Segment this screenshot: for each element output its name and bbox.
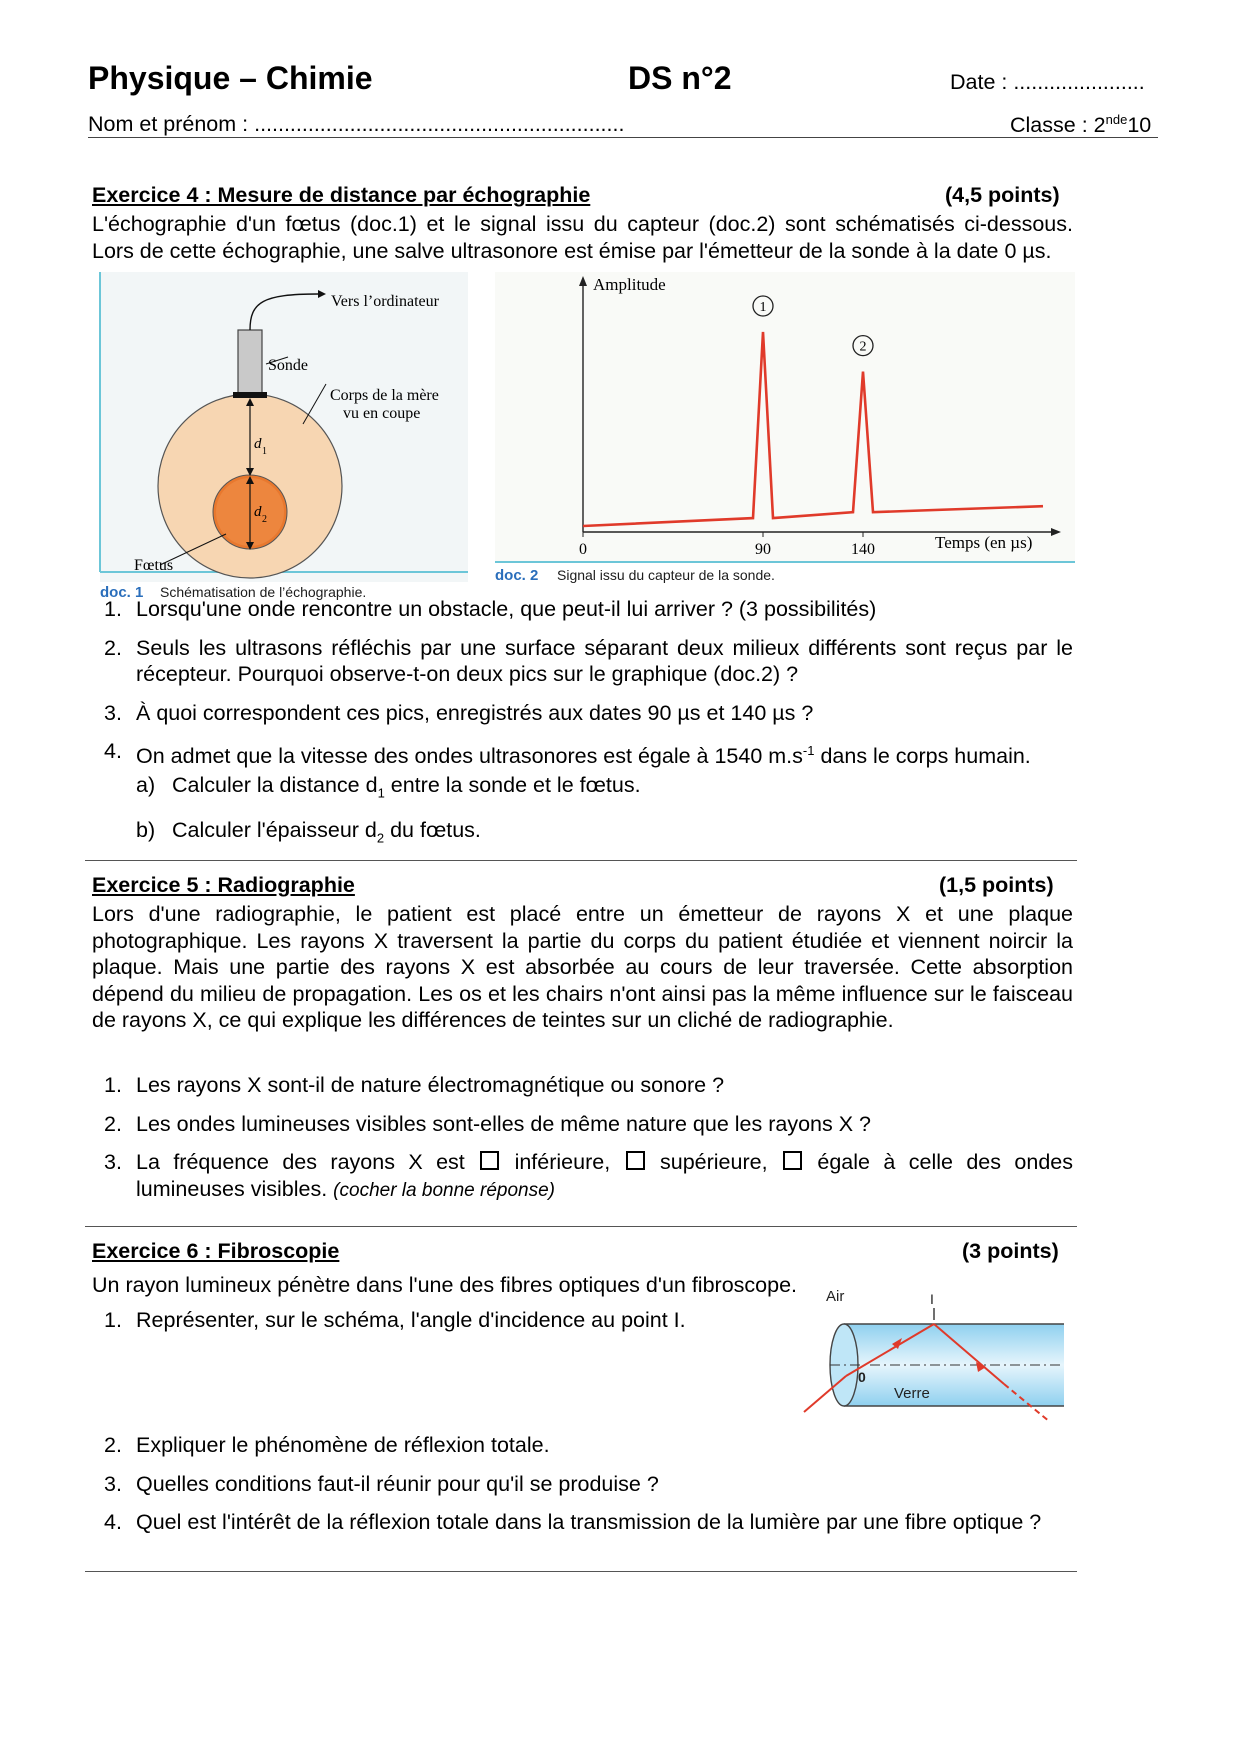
ex4-q2 (60, 635, 1073, 688)
fiber-figure (800, 1276, 1070, 1428)
d1-label: d (254, 436, 262, 452)
ex5-questions (60, 1072, 1073, 1216)
ex6-q2-num: 2. (104, 1433, 122, 1457)
ex4-q4b (136, 817, 1073, 852)
ex6-q3-num: 3. (104, 1471, 122, 1496)
doc2-caption: Signal issu du capteur de la sonde. (557, 567, 775, 583)
ds-title: DS n°2 (628, 60, 732, 96)
doc2-caption-label: doc. 2 (495, 567, 539, 584)
doc1-caption-label: doc. 1 (100, 584, 144, 601)
subject-title: Physique – Chimie (88, 60, 373, 96)
ex4-title: Exercice 4 : Mesure de distance par échographie (92, 183, 591, 207)
body-label-2: vu en coupe (343, 405, 421, 422)
ex4-q4 (60, 738, 1073, 852)
ex4-q1-num: 1. (104, 597, 122, 621)
ex5-q2 (60, 1111, 1073, 1138)
ex6-q1 (60, 1307, 1073, 1334)
class-label: Classe : 2 (1010, 113, 1106, 138)
ex4-q3-text: À quoi correspondent ces pics, enregistrés aux dates 90 µs et 140 µs ? (136, 700, 814, 725)
ex5-q3-t3: supérieure, (646, 1150, 781, 1174)
name-field: Nom et prénom : .............................................................. (88, 112, 625, 136)
ex5-q3 (60, 1149, 1073, 1204)
ex4-q4b-text: Calculer l'épaisseur d (172, 818, 377, 843)
doc1-caption: Schématisation de l’échographie. (160, 584, 367, 600)
y-axis-label: Amplitude (593, 275, 666, 294)
ex4-q4a (136, 772, 1073, 807)
ex5-q3-t4: égale à celle des ondes lumineuses visibles. (136, 1150, 1073, 1201)
air-label: Air (826, 1288, 845, 1305)
probe-tip (233, 392, 267, 398)
ex6-q4 (60, 1509, 1073, 1536)
x-axis-label: Temps (en µs) (935, 533, 1033, 552)
header-divider (88, 137, 1158, 138)
d2-label: d (254, 504, 262, 520)
body-label-1: Corps de la mère (330, 387, 439, 404)
ex5-q3-num: 3. (104, 1150, 122, 1174)
x-tick-label-90: 90 (755, 541, 771, 558)
ex4-q2-text: Seuls les ultrasons réfléchis par une surface séparant deux milieux différents sont reçus par le récepteur. Pourquoi observe-t-on deux pics sur le graphique (doc.2) ? (136, 635, 1073, 686)
ex6-questions-a (60, 1307, 1073, 1346)
ex4-q4-text-a: On admet que la vitesse des ondes ultrasonores est égale à 1540 m.s (136, 744, 803, 769)
peak-1-label: 1 (759, 300, 767, 315)
ex4-questions (60, 596, 1073, 852)
ex4-q4b-sub: 2 (376, 830, 385, 846)
ex6-q4-text: Quel est l'intérêt de la réflexion totale dans la transmission de la lumière par une fibre optique ? (136, 1510, 1042, 1534)
ex5-q3-t1: La fréquence des rayons X est (136, 1150, 479, 1174)
ex4-q4a-text: Calculer la distance d (172, 772, 378, 797)
class-sup: nde (1105, 112, 1128, 127)
glass-label: Verre (894, 1385, 930, 1402)
date-field: Date : ...................... (950, 70, 1145, 94)
ex5-q1-text: Les rayons X sont-il de nature électromagnétique ou sonore ? (136, 1073, 725, 1097)
ex4-q4b-num: b) (136, 818, 156, 843)
fetus-label: Fœtus (134, 557, 174, 574)
ex5-q2-text: Les ondes lumineuses visibles sont-elles de même nature que les rayons X ? (136, 1111, 871, 1136)
point-i-label: I (930, 1291, 934, 1307)
ex4-q4-sup: -1 (802, 743, 815, 758)
probe-body (238, 330, 262, 394)
doc1-figure (98, 272, 470, 604)
x-tick-label-0: 0 (579, 541, 587, 558)
ex4-points: (4,5 points) (945, 183, 1060, 207)
ex6-q1-text: Représenter, sur le schéma, l'angle d'incidence au point I. (136, 1308, 686, 1332)
probe-label: Sonde (268, 357, 308, 374)
ex4-q4-text-b: dans le corps humain. (814, 744, 1031, 769)
ex5-q1-num: 1. (104, 1073, 122, 1097)
ex6-title: Exercice 6 : Fibroscopie (92, 1239, 340, 1263)
peak-2-label: 2 (859, 339, 867, 355)
ex6-q2 (60, 1432, 1073, 1459)
ex5-q3-note: (cocher la bonne réponse) (333, 1179, 555, 1201)
ex4-q4a-sub: 1 (377, 784, 385, 800)
ex5-points: (1,5 points) (939, 873, 1054, 897)
checkbox-equal[interactable] (783, 1151, 802, 1170)
checkbox-lower[interactable] (480, 1151, 499, 1170)
ex4-q3 (60, 700, 1073, 727)
ex4-q4-num: 4. (104, 739, 122, 763)
ex5-intro: Lors d'une radiographie, le patient est placé entre un émetteur de rayons X et une plaque photographique. Les rayons X traversent la partie du corps du patient étudiée et viennent noircir la plaque. Mais une partie des rayons X est absorbée au cours de leur traversée. Cette absorption dépend du milieu de propagation. Les os et les chairs n'ont ainsi pas la même influence sur le faisceau de rayons X, ce qui explique les différences de teintes sur un cliché de radiographie. (92, 902, 1073, 1032)
to-computer-label: Vers l’ordinateur (331, 293, 439, 310)
ex4-q3-num: 3. (104, 700, 122, 725)
ex5-title: Exercice 5 : Radiographie (92, 873, 355, 897)
ex6-q1-num: 1. (104, 1308, 122, 1332)
ex4-q1-text: Lorsqu'une onde rencontre un obstacle, que peut-il lui arriver ? (3 possibilités) (136, 597, 877, 621)
ex6-intro: Un rayon lumineux pénètre dans l'une des fibres optiques d'un fibroscope. (92, 1273, 798, 1297)
d2-sub: 2 (262, 514, 267, 525)
ex6-points: (3 points) (962, 1239, 1059, 1263)
ex6-questions-b (60, 1432, 1073, 1548)
ex4-q1 (60, 596, 1073, 623)
ex6-divider (85, 1571, 1077, 1572)
ex6-q3-text: Quelles conditions faut-il réunir pour qu'il se produise ? (136, 1471, 659, 1496)
ex4-q4a-text-b: entre la sonde et le fœtus. (384, 772, 641, 797)
class-num: 10 (1127, 113, 1152, 138)
x-tick-label-140: 140 (851, 541, 875, 558)
ex4-divider (85, 860, 1077, 861)
point-o-label: 0 (858, 1369, 866, 1385)
ex6-q2-text: Expliquer le phénomène de réflexion totale. (136, 1433, 550, 1457)
ex4-q4a-num: a) (136, 772, 156, 797)
checkbox-higher[interactable] (626, 1151, 645, 1170)
ex6-q3 (60, 1471, 1073, 1498)
ex6-q4-num: 4. (104, 1510, 122, 1534)
ex5-divider (85, 1226, 1077, 1227)
ex5-q1 (60, 1072, 1073, 1099)
doc2-chart (495, 272, 1075, 588)
d1-sub: 1 (262, 446, 267, 457)
ex4-q4b-text-b: du fœtus. (384, 818, 481, 843)
ex5-q3-t2: inférieure, (501, 1150, 624, 1174)
ex5-q2-num: 2. (104, 1111, 122, 1136)
ex4-q2-num: 2. (104, 635, 122, 660)
ex4-intro: L'échographie d'un fœtus (doc.1) et le signal issu du capteur (doc.2) sont schématisés ci-dessous. Lors de cette échographie, une salve ultrasonore est émise par l'émetteur de la sonde à la date 0 µs. (92, 212, 1073, 263)
class-field (1010, 112, 1151, 138)
